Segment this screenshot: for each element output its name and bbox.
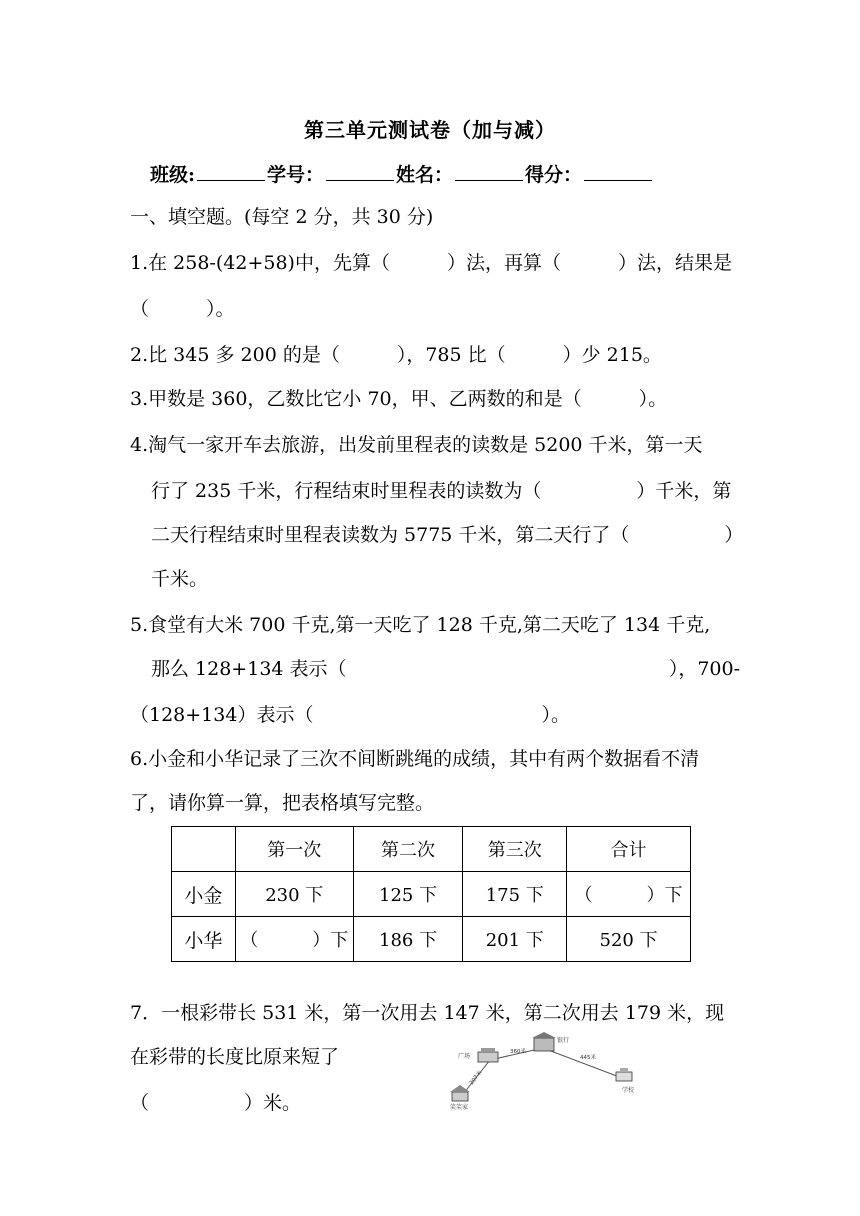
table-cell: 125 下: [353, 872, 463, 917]
table-cell: 186 下: [353, 917, 463, 962]
table-row: [172, 917, 691, 962]
question-5-line-1: 5.食堂有大米 700 千克,第一天吃了 128 千克,第二天吃了 134 千克,: [130, 614, 711, 636]
home-icon: [450, 1085, 470, 1101]
question-7-line-2: 在彩带的长度比原来短了: [130, 1046, 340, 1068]
table-cell-blank: （ ）下: [567, 872, 691, 917]
map-label-plaza: 广场: [458, 1053, 471, 1060]
table-cell: 520 下: [567, 917, 691, 962]
question-4-line-3: 二天行程结束时里程表读数为 5775 千米，第二天行了（ ）: [151, 524, 744, 546]
question-1-line-2: （ ）。: [130, 298, 235, 320]
question-4-line-4: 千米。: [151, 568, 209, 590]
table-cell: 201 下: [463, 917, 567, 962]
map-label-bank: 银行: [557, 1037, 570, 1044]
question-5-line-3: （128+134）表示（ ）。: [130, 704, 570, 726]
id-blank: [326, 162, 394, 181]
name-label: 姓名：: [396, 164, 454, 186]
table-header-cell: 合计: [567, 827, 691, 872]
question-6-line-1: 6.小金和小华记录了三次不间断跳绳的成绩，其中有两个数据看不清: [130, 748, 700, 770]
table-cell: 175 下: [463, 872, 567, 917]
table-header-cell: 第二次: [353, 827, 463, 872]
question-4-line-1: 4.淘气一家开车去旅游，出发前里程表的读数是 5200 千米，第一天: [130, 434, 703, 456]
plaza-icon: [478, 1048, 498, 1062]
page-title: 第三单元测试卷（加与减）: [304, 118, 556, 142]
question-5-line-2-end: ），700-: [668, 658, 740, 680]
question-4-line-2: 行了 235 千米，行程结束时里程表的读数为（ ）千米，第: [151, 480, 732, 502]
question-2-line-1: 2.比 345 多 200 的是（ ），785 比（ ）少 215。: [130, 344, 662, 366]
table-header-cell: 第三次: [463, 827, 567, 872]
name-blank: [455, 162, 523, 181]
jump-rope-table: [171, 826, 691, 962]
table-row-name: 小华: [172, 917, 236, 962]
table-row: [172, 872, 691, 917]
question-1-line-1: 1.在 258-(42+58)中，先算（ ）法，再算（ ）法，结果是: [130, 252, 732, 274]
map-label-school: 学校: [622, 1087, 635, 1094]
bank-icon: [532, 1032, 556, 1051]
question-3-line-1: 3.甲数是 360，乙数比它小 70，甲、乙两数的和是（ ）。: [130, 388, 668, 410]
score-label: 得分：: [525, 164, 583, 186]
map-distance-bank-school: 445米: [580, 1055, 596, 1061]
id-label: 学号：: [267, 164, 325, 186]
score-blank: [584, 162, 652, 181]
class-label: 班级:: [150, 164, 196, 186]
class-blank: [197, 162, 265, 181]
question-7-line-1: 7．一根彩带长 531 米，第一次用去 147 米，第二次用去 179 米，现: [130, 1002, 725, 1024]
table-cell: 230 下: [235, 872, 353, 917]
section-heading: 一、填空题。(每空 2 分，共 30 分): [130, 206, 434, 228]
table-cell-blank: （ ）下: [235, 917, 353, 962]
question-5-line-2: [151, 656, 740, 682]
table-header-cell: [172, 827, 236, 872]
map-label-home: 笑笑家: [450, 1104, 469, 1110]
table-row-name: 小金: [172, 872, 236, 917]
question-5-line-2-start: 那么 128+134 表示（: [151, 658, 347, 680]
student-info-row: [150, 160, 654, 187]
table-header-row: [172, 827, 691, 872]
table-header-cell: 第一次: [235, 827, 353, 872]
map-distance-home-plaza: 207米: [468, 1069, 484, 1087]
question-7-line-3: （ ）米。: [130, 1092, 302, 1114]
route-map: [440, 1030, 680, 1110]
school-icon: [616, 1068, 632, 1081]
map-distance-plaza-bank: 360米: [510, 1049, 526, 1055]
question-6-line-2: 了，请你算一算，把表格填写完整。: [130, 792, 435, 814]
